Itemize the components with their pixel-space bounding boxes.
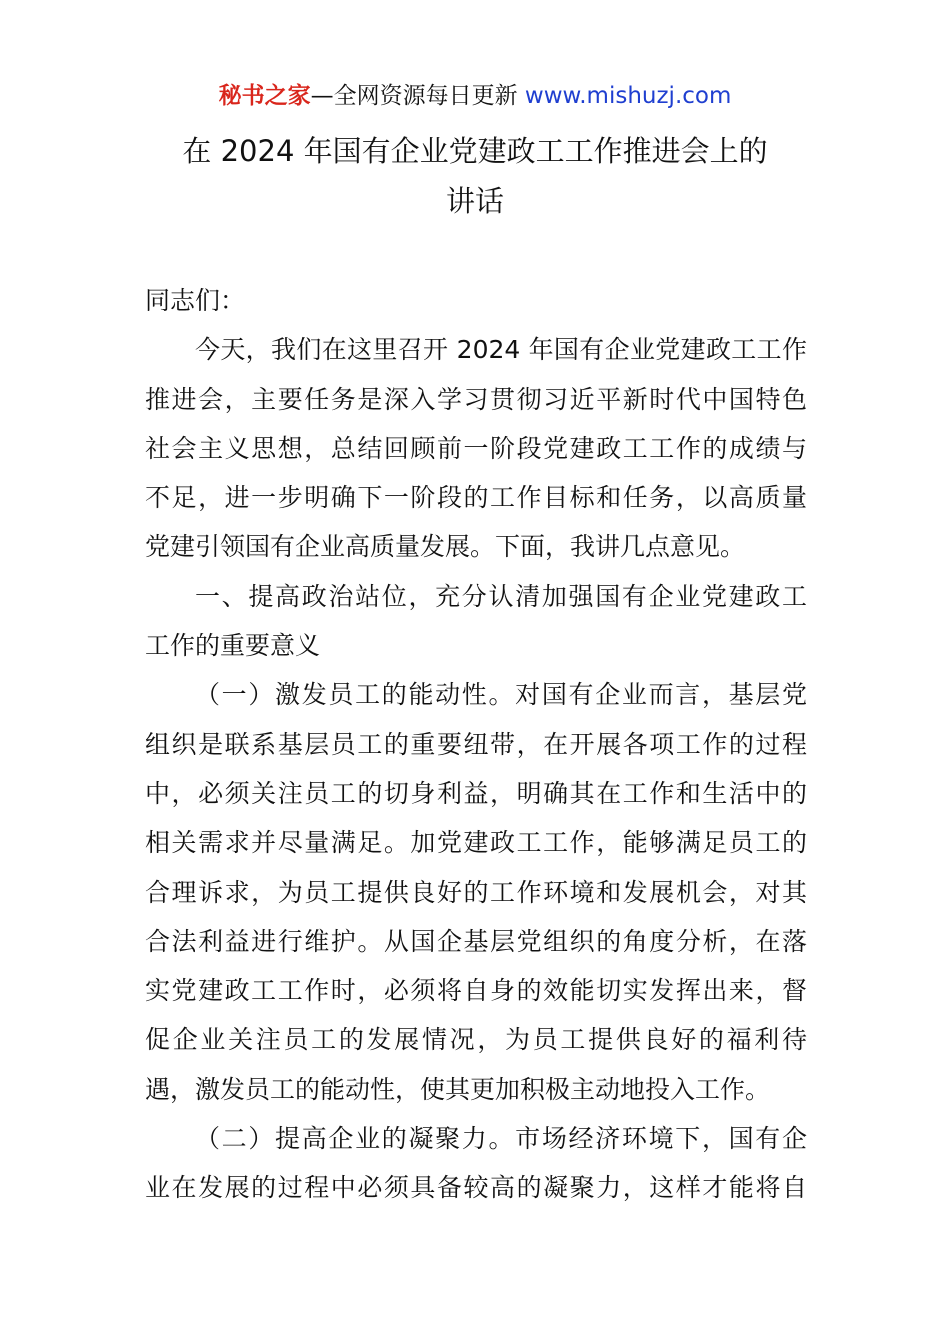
site-tagline: —全网资源每日更新	[310, 83, 525, 109]
body-line: 业在发展的过程中必须具备较高的凝聚力，这样才能将自	[145, 1173, 807, 1203]
section-heading-line: 一、提高政治站位，充分认清加强国有企业党建政工	[195, 581, 807, 611]
body-line: 实党建政工工作时，必须将自身的效能切实发挥出来，督	[145, 976, 807, 1006]
body-line: 推进会，主要任务是深入学习贯彻习近平新时代中国特色	[145, 384, 807, 414]
body-line: 合理诉求，为员工提供良好的工作环境和发展机会，对其	[145, 877, 807, 907]
document-body	[145, 276, 807, 1213]
title-line-1: 在 2024 年国有企业党建政工工作推进会上的	[182, 134, 768, 168]
body-line: 今天，我们在这里召开 2024 年国有企业党建政工工作	[195, 335, 807, 365]
site-header	[0, 80, 950, 112]
title-line-2: 讲话	[445, 184, 504, 218]
body-line: （二）提高企业的凝聚力。市场经济环境下，国有企	[195, 1124, 807, 1154]
site-url-link[interactable]: www.mishuzj.com	[524, 83, 732, 109]
body-line: 中，必须关注员工的切身利益，明确其在工作和生活中的	[145, 778, 807, 808]
salutation: 同志们：	[145, 286, 246, 315]
body-line: 组织是联系基层员工的重要纽带，在开展各项工作的过程	[145, 729, 807, 759]
body-line: 党建引领国有企业高质量发展。下面，我讲几点意见。	[145, 532, 746, 562]
section-heading-line: 工作的重要意义	[145, 631, 321, 661]
site-brand: 秘书之家	[218, 83, 311, 109]
body-line: 合法利益进行维护。从国企基层党组织的角度分析，在落	[145, 926, 807, 956]
body-line: 遇，激发员工的能动性，使其更加积极主动地投入工作。	[145, 1074, 771, 1104]
body-line: 不足，进一步明确下一阶段的工作目标和任务，以高质量	[145, 483, 807, 513]
body-line: （一）激发员工的能动性。对国有企业而言，基层党	[195, 680, 807, 710]
body-line: 社会主义思想，总结回顾前一阶段党建政工工作的成绩与	[145, 433, 807, 463]
document-title	[145, 126, 805, 226]
body-line: 相关需求并尽量满足。加党建政工工作，能够满足员工的	[145, 828, 807, 858]
body-line: 促企业关注员工的发展情况，为员工提供良好的福利待	[145, 1025, 807, 1055]
